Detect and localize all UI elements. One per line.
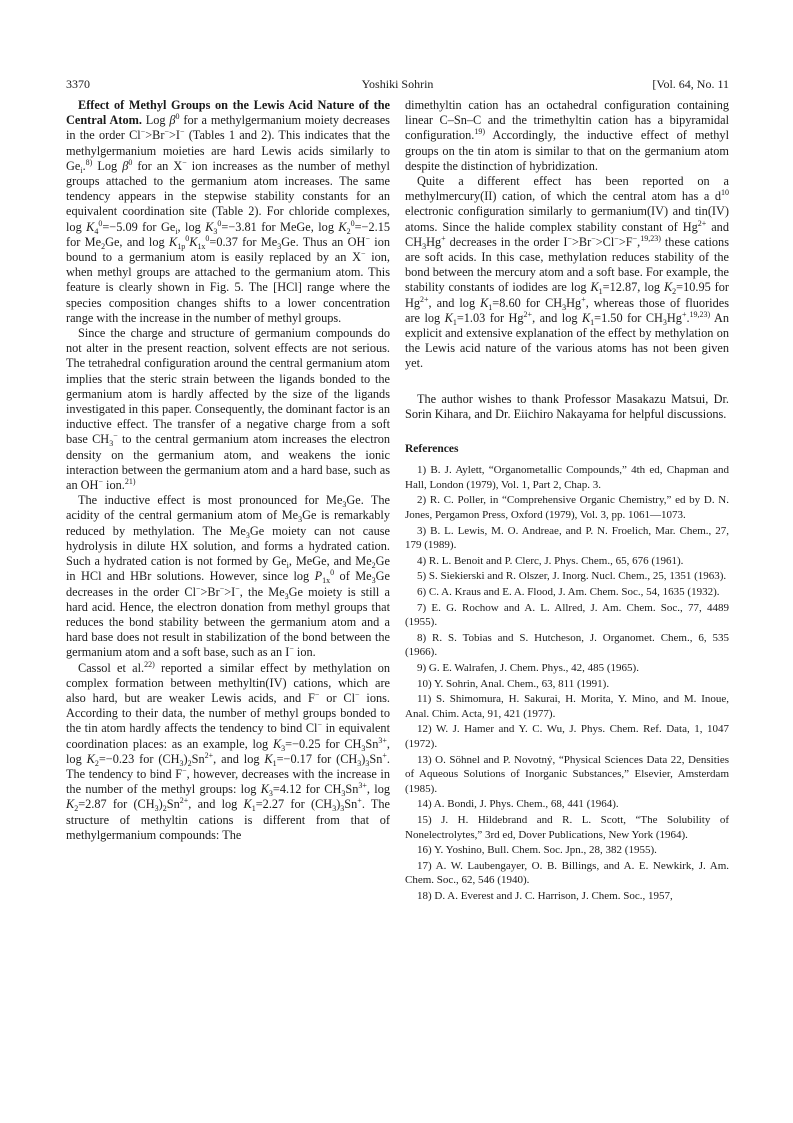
running-author: Yoshiki Sohrin: [361, 77, 434, 91]
paragraph: Effect of Methyl Groups on the Lewis Acid Nature of the Central Atom. Log $\beta^0$ for a methylgermanium moiety decreases in the order Cl−>Br−>I− (Tables 1 and 2). This indicates that the methylgermanium moieties are hard Lewis acids similarly to $Ge_i.^{8)}$ Log $\beta^0$ for an X− ion increases as the number of methyl groups attached to the germanium atom increases. The same tendency appears in the stepwise stability constants for an equivalent coordination site (Table 2). For chloride complexes, $\log K_4^0=-5.09$ for $Ge_i$, $\log K_3^0=-3.81$ for MeGe, $\log K_2^0=-2.15$ for $Me_2Ge$, and $\log K_{1p}^0K_{1x}^0=0.37$ for $Me_3Ge$. Thus an OH− ion bound to a germanium atom is easily replaced by an X− ion, when methyl groups are attached to the germanium atom. This feature is clearly shown in Fig. 5. The [HCl] range where the species composition changes shifts to a lower concentration range with the increase in the number of methyl groups.: [66, 98, 391, 325]
reference-item: 17) A. W. Laubengayer, O. B. Billings, and A. E. Newkirk, J. Am. Chem. Soc., 62, 546 (1940).: [405, 859, 729, 887]
reference-item: 15) J. H. Hildebrand and R. L. Scott, “The Solubility of Nonelectrolytes,” 3rd ed, Dover Publications, New York (1964).: [405, 813, 729, 841]
acknowledgment: The author wishes to thank Professor Masakazu Matsui, Dr. Sorin Kihara, and Dr. Eiichiro Nakayama for helpful discussions.: [405, 391, 729, 421]
reference-item: 1) B. J. Aylett, “Organometallic Compounds,” 4th ed, Chapman and Hall, London (1979), Vol. 1, Part 2, Chap. 3.: [405, 464, 729, 491]
reference-item: 18) D. A. Everest and J. C. Harrison, J. Chem. Soc., 1957,: [417, 889, 673, 902]
reference-item: 14) A. Bondi, J. Phys. Chem., 68, 441 (1964).: [417, 798, 619, 811]
paragraph: Quite a different effect has been reported on a methylmercury(II) cation, of which the central atom has a $d^{10}$ electronic configuration similarly to germanium(IV) and tin(IV) atoms. Since the halide complex stability constant of $Hg^{2+}$ and $CH_3Hg^+$ decreases in the order I−>Br−>Cl−>F−,$^{19,23)}$ these cations are soft acids. In this case, methylation reduces stability of the bond between the mercury atom and a soft base. For example, the stability constants of iodides are $\log K_1=12.87$, $\log K_2=10.95$ for $Hg^{2+}$, and $\log K_1=8.60$ for $CH_3Hg^+$, whereas those of fluorides are $\log K_1=1.03$ for $Hg^{2+}$, and $\log K_1=1.50$ for $CH_3Hg^+.^{19,23)}$ An explicit and extensive explanation of the effect by methylation on the Lewis acid nature of the various atoms has not been given yet.: [405, 174, 730, 371]
running-header: [66, 76, 729, 92]
paragraph: dimethyltin cation has an octahedral configuration containing linear C–Sn–C and the trimethyltin cation has a bipyramidal configuration.$^{19)}$ Accordingly, the inductive effect of methyl groups on the tin atom is similar to that on the germanium atom despite the distinction of hybridization.: [405, 98, 729, 173]
reference-item: 16) Y. Yoshino, Bull. Chem. Soc. Jpn., 28, 382 (1955).: [417, 844, 657, 857]
left-column: [66, 98, 390, 843]
page-number: 3370: [66, 77, 90, 91]
references-heading: References: [405, 443, 459, 456]
reference-item: 4) R. L. Benoit and P. Clerc, J. Phys. Chem., 65, 676 (1961).: [417, 554, 684, 567]
reference-item: 2) R. C. Poller, in “Comprehensive Organic Chemistry,” ed by D. N. Jones, Pergamon Press, Oxford (1979), Vol. 3, pp. 1061—1073.: [405, 494, 729, 522]
reference-list: [405, 463, 729, 903]
reference-item: 3) B. L. Lewis, M. O. Andreae, and P. N. Froelich, Mar. Chem., 27, 179 (1989).: [405, 524, 729, 552]
volume-info: [Vol. 64, No. 11: [652, 77, 729, 91]
reference-item: 12) W. J. Hamer and Y. C. Wu, J. Phys. Chem. Ref. Data, 1, 1047 (1972).: [405, 723, 729, 750]
reference-item: 8) R. S. Tobias and S. Hutcheson, J. Organomet. Chem., 6, 535 (1966).: [405, 631, 729, 659]
paragraph: Cassol et al.$^{22)}$ reported a similar effect by methylation on complex formation between methyltin(IV) cations, which are also hard, but are weaker Lewis acids, and F− or Cl− ions. According to their data, the number of methyl groups bonded to the tin atom hardly affects the tendency to bind Cl− in equivalent coordination places: as an example, $\log K_3=-0.25$ for $CH_3Sn^{3+}$, $\log K_2=-0.23$ for $(CH_3)_2Sn^{2+}$, and $\log K_1=-0.17$ for $(CH_3)_3Sn^+$. The tendency to bind F−, however, decreases with the increase in the number of the methyl groups: $\log K_3=4.12$ for $CH_3Sn^{3+}$, $\log K_2=2.87$ for $(CH_3)_2Sn^{2+}$, and $\log K_1=2.27$ for $(CH_3)_3Sn^+$. The structure of methyltin cations is different from that of methylgermanium compounds: The: [66, 659, 391, 842]
reference-item: 10) Y. Sohrin, Anal. Chem., 63, 811 (1991).: [417, 677, 610, 690]
section-heading: Effect of Methyl Groups on the Lewis Acid Nature of the Central Atom.: [66, 98, 390, 128]
reference-item: 11) S. Shimomura, H. Sakurai, H. Morita, Y. Mino, and M. Inoue, Anal. Chim. Acta, 91, 421 (1977).: [405, 693, 729, 720]
reference-item: 5) S. Siekierski and R. Olszer, J. Inorg. Nucl. Chem., 25, 1351 (1963).: [417, 570, 727, 583]
reference-item: 9) G. E. Walrafen, J. Chem. Phys., 42, 485 (1965).: [417, 661, 639, 674]
paragraph: The inductive effect is most pronounced for $Me_3Ge$. The acidity of the central germanium atom of $Me_3Ge$ is remarkably reduced by methylation. The $Me_3Ge$ moiety can not cause hydrolysis in dilute HX solution, and forms a hydrated cation. Such a hydrated cation is not formed by $Ge_i$, MeGe, and $Me_2Ge$ in HCl and HBr solutions. However, since $\log P_{1x}^0$ of $Me_3Ge$ decreases in the order Cl−>Br−>I−, the $Me_3Ge$ moiety is still a hard acid. Hence, the electron donation from methyl groups that reduces the bond stability between the germanium atom and a hard base does not result in stabilization of the bond between the germanium atom and a soft base, such as an I− ion.: [66, 493, 390, 660]
right-column: [405, 98, 729, 904]
reference-item: 13) O. Söhnel and P. Novotný, “Physical Sciences Data 22, Densities of Aqueous Solutions of Inorganic Substances,” Elsevier, Amsterdam (1985).: [405, 753, 729, 795]
reference-item: 7) E. G. Rochow and A. L. Allred, J. Am. Chem. Soc., 77, 4489 (1955).: [405, 601, 729, 629]
reference-item: 6) C. A. Kraus and E. A. Flood, J. Am. Chem. Soc., 54, 1635 (1932).: [417, 586, 720, 599]
paragraph: Since the charge and structure of germanium compounds do not alter in the present reaction, solvent effects are not serious. The tetrahedral configuration around the central germanium atom implies that the steric strain between the ligands bonded to the germanium atom is hardly affected by the size of the ligands investigated in this paper. Consequently, the dominant factor is an inductive effect. The transfer of a negative charge from a soft base $CH_3^-$ to the central germanium atom increases the electron density on the germanium atom, and weakens the ionic interaction between the germanium atom and a hard base, such as an OH− ion.$^{21)}$: [66, 326, 390, 493]
